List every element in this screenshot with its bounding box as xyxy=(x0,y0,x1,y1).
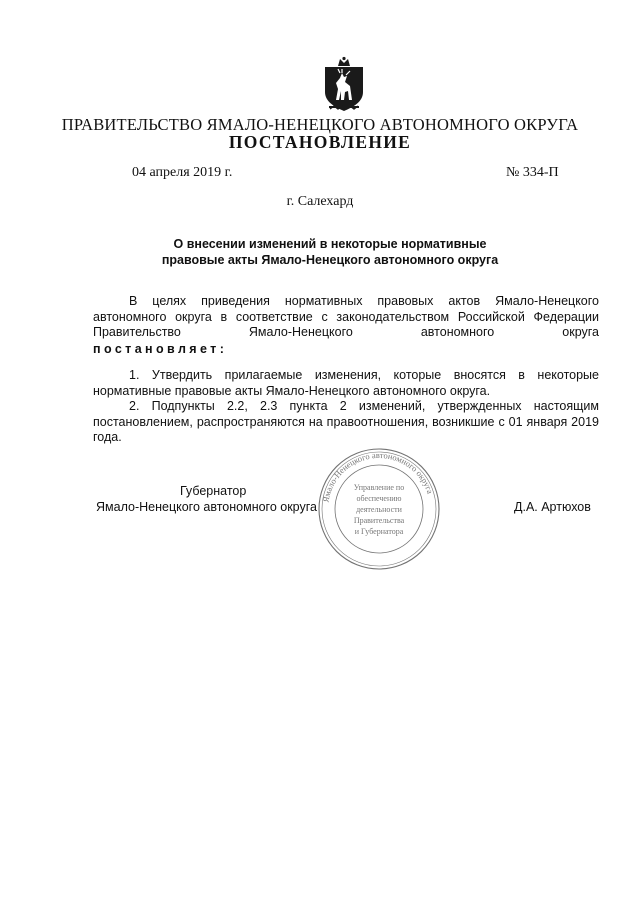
stamp-line: деятельности xyxy=(356,505,402,514)
subject-line-1: О внесении изменений в некоторые нормативные xyxy=(173,237,487,251)
preamble xyxy=(93,294,599,341)
document-number: № 334-П xyxy=(506,165,559,180)
stamp-line: обеспечению xyxy=(356,494,402,503)
stamp-ring-text: Ямало-Ненецкого автономного округа xyxy=(320,449,436,503)
signer-name: Д.А. Артюхов xyxy=(514,500,591,514)
coat-of-arms-icon xyxy=(321,56,367,114)
document-date: 04 апреля 2019 г. xyxy=(132,165,233,180)
decree-item-2: 2. Подпункты 2.2, 2.3 пункта 2 изменений, утвержденных настоящим постановлением, распространяются на правоотношения, возникшие с 01 января 2019 года. xyxy=(93,399,599,444)
preamble-text: В целях приведения нормативных правовых актов Ямало-Ненецкого автономного округа в соответствие с законодательством Российской Федерации Правительство Ямало-Ненецкого автономного округа xyxy=(93,294,599,339)
official-stamp-icon xyxy=(316,446,442,572)
signer-position: Губернатор xyxy=(180,484,247,498)
decree-word: постановляет: xyxy=(93,342,228,356)
government-title: ПРАВИТЕЛЬСТВО ЯМАЛО-НЕНЕЦКОГО АВТОНОМНОГО ОКРУГА xyxy=(61,115,579,134)
stamp-line: Управление по xyxy=(353,483,405,492)
stamp-line: и Губернатора xyxy=(354,527,404,536)
document-city: г. Салехард xyxy=(286,194,354,209)
subject-line-2: правовые акты Ямало-Ненецкого автономного округа xyxy=(161,253,499,267)
decree-item-1: 1. Утвердить прилагаемые изменения, которые вносятся в некоторые нормативные правовые акты Ямало-Ненецкого автономного округа. xyxy=(93,368,599,398)
signer-region: Ямало-Ненецкого автономного округа xyxy=(96,500,317,514)
document-type: ПОСТАНОВЛЕНИЕ xyxy=(228,132,412,152)
decree-items xyxy=(93,368,599,446)
stamp-line: Правительства xyxy=(353,516,405,525)
document-subject xyxy=(140,236,520,268)
